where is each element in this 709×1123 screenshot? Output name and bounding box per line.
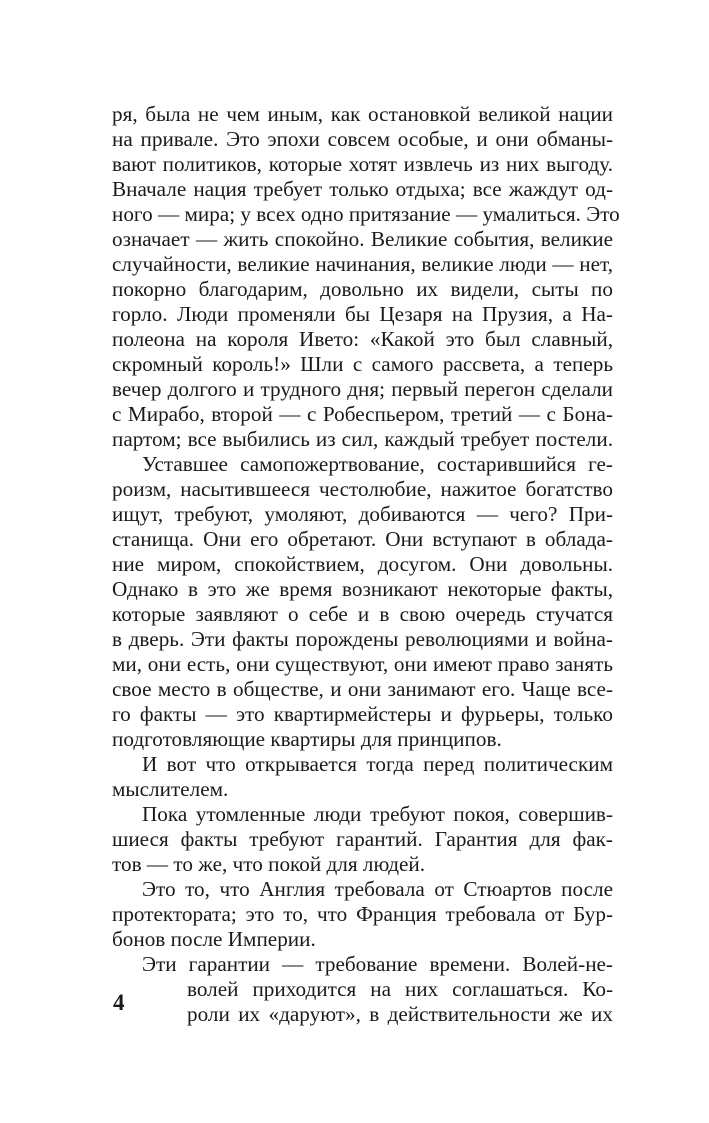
text-line: станища. Они его обретают. Они вступают в облада- xyxy=(112,527,613,551)
paragraph xyxy=(112,102,620,452)
text-line: свое место в обществе, и они занимают его. Чаще все- xyxy=(112,677,613,701)
paragraph xyxy=(112,452,613,752)
text-line: покорно благодарим, довольно их видели, сыты по xyxy=(112,277,613,301)
text-line: ря, была не чем иным, как остановкой великой нации xyxy=(112,102,613,126)
text-line: скромный король!» Шли с самого рассвета, а теперь xyxy=(112,352,613,376)
text-line: на привале. Это эпохи совсем особые, и они обманы- xyxy=(112,127,613,151)
page-text-block xyxy=(112,102,620,1027)
text-line: протектората; это то, что Франция требовала от Бур- xyxy=(112,902,613,926)
text-line: подготовляющие квартиры для принципов. xyxy=(112,727,502,751)
text-line: полеона на короля Ивето: «Какой это был славный, xyxy=(112,327,613,351)
text-line: ми, они есть, они существуют, они имеют право занять xyxy=(112,652,613,676)
text-line: партом; все выбились из сил, каждый требует постели. xyxy=(112,427,613,451)
text-line: Пока утомленные люди требуют покоя, совершив- xyxy=(142,802,613,826)
text-line: ищут, требуют, умоляют, добиваются — чего? При- xyxy=(112,502,613,526)
text-line: Вначале нация требует только отдыха; все жаждут од- xyxy=(112,177,613,201)
text-line: случайности, великие начинания, великие люди — нет, xyxy=(112,252,613,276)
text-line: волей приходится на них соглашаться. Ко- xyxy=(187,977,613,1001)
text-line: И вот что открывается тогда перед политическим xyxy=(142,752,613,776)
text-line: шиеся факты требуют гарантий. Гарантия для фак- xyxy=(112,827,613,851)
text-line: го факты — это квартирмейстеры и фурьеры, только xyxy=(112,702,613,726)
text-line: Это то, что Англия требовала от Стюартов после xyxy=(142,877,613,901)
text-line: роли их «даруют», в действительности же их xyxy=(187,1002,613,1026)
paragraph xyxy=(112,752,613,802)
page-number: 4 xyxy=(113,990,125,1015)
text-line: тов — то же, что покой для людей. xyxy=(112,852,426,876)
paragraph xyxy=(112,952,613,1027)
text-line: вают политиков, которые хотят извлечь из них выгоду. xyxy=(112,152,613,176)
text-line: бонов после Империи. xyxy=(112,927,316,951)
text-line: вечер долгого и трудного дня; первый перегон сделали xyxy=(112,377,613,401)
text-line: горло. Люди променяли бы Цезаря на Прузия, а На- xyxy=(112,302,613,326)
text-line: мыслителем. xyxy=(112,777,229,801)
text-line: Уставшее самопожертвование, состарившийся ге- xyxy=(142,452,613,476)
text-line: которые заявляют о себе и в свою очередь стучатся xyxy=(112,602,613,626)
text-line: Однако в это же время возникают некоторые факты, xyxy=(112,577,613,601)
paragraph xyxy=(112,877,613,952)
text-line: в дверь. Эти факты порождены революциями и война- xyxy=(112,627,613,651)
text-line: с Мирабо, второй — с Робеспьером, третий — с Бона- xyxy=(112,402,613,426)
text-line: ние миром, спокойствием, досугом. Они довольны. xyxy=(112,552,613,576)
paragraph xyxy=(112,802,613,877)
text-line: означает — жить спокойно. Великие события, великие xyxy=(112,227,613,251)
text-line: ного — мира; у всех одно притязание — умалиться. Это xyxy=(112,202,620,226)
text-line: Эти гарантии — требование времени. Волей-не- xyxy=(142,952,613,976)
text-line: роизм, насытившееся честолюбие, нажитое богатство xyxy=(112,477,613,501)
